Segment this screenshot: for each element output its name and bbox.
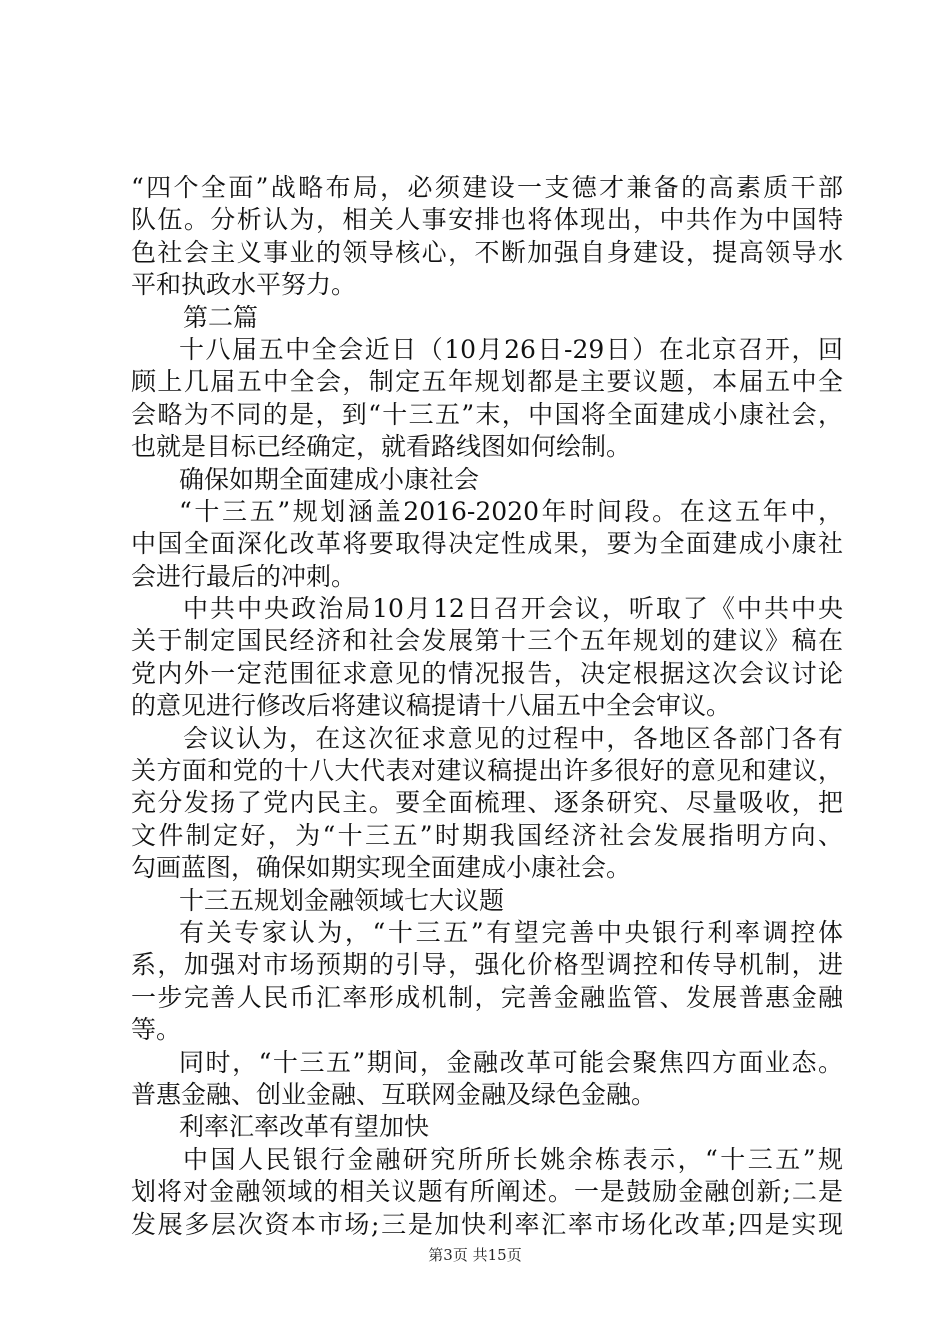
text-line: 会议认为，在这次征求意见的过程中，各地区各部门各有 (183, 723, 843, 753)
text-line: 党内外一定范围征求意见的情况报告，决定根据这次会议讨论 (131, 658, 843, 688)
text-line: 一步完善人民币汇率形成机制，完善金融监管、发展普惠金融 (131, 982, 843, 1012)
text-line: 发展多层次资本市场;三是加快利率汇率市场化改革;四是实现 (131, 1209, 843, 1239)
text-line: 色社会主义事业的领导核心，不断加强自身建设，提高领导水 (131, 237, 843, 267)
document-body (131, 172, 843, 1241)
text-line: 也就是目标已经确定，就看路线图如何绘制。 (131, 432, 632, 462)
page-footer: 第3页 共15页 (428, 1246, 522, 1264)
text-line: 普惠金融、创业金融、互联网金融及绿色金融。 (131, 1079, 657, 1109)
text-line: 划将对金融领域的相关议题有所阐述。一是鼓励金融创新;二是 (131, 1177, 843, 1207)
text-line: 平和执政水平努力。 (131, 270, 357, 300)
text-line: 队伍。分析认为，相关人事安排也将体现出，中共作为中国特 (131, 205, 843, 235)
text-line: 中共中央政治局10月12日召开会议，听取了《中共中央 (183, 594, 843, 624)
text-line: 有关专家认为，“十三五”有望完善中央银行利率调控体 (179, 917, 843, 947)
text-line: 同时，“十三五”期间，金融改革可能会聚焦四方面业态。 (179, 1047, 843, 1077)
text-line: 充分发扬了党内民主。要全面梳理、逐条研究、尽量吸收，把 (131, 788, 843, 818)
text-line: 勾画蓝图，确保如期实现全面建成小康社会。 (131, 853, 632, 883)
text-line: 十八届五中全会近日（10月26日-29日）在北京召开，回 (179, 334, 843, 364)
text-line: 顾上几届五中全会，制定五年规划都是主要议题，本届五中全 (131, 367, 843, 397)
text-line: “四个全面”战略布局，必须建设一支德才兼备的高素质干部 (131, 173, 843, 202)
text-line: 关方面和党的十八大代表对建议稿提出许多很好的意见和建议， (131, 756, 843, 786)
text-line: 会进行最后的冲刺。 (131, 561, 357, 591)
text-line: 中国人民银行金融研究所所长姚余栋表示，“十三五”规 (183, 1144, 843, 1174)
text-line: 利率汇率改革有望加快 (179, 1112, 430, 1142)
text-line: 文件制定好，为“十三五”时期我国经济社会发展指明方向、 (131, 820, 843, 850)
text-line: 等。 (131, 1015, 182, 1045)
text-line: 第二篇 (183, 302, 259, 332)
text-line: “十三五”规划涵盖2016-2020年时间段。在这五年中， (179, 496, 843, 526)
text-line: 确保如期全面建成小康社会 (179, 464, 480, 494)
text-line: 中国全面深化改革将要取得决定性成果，要为全面建成小康社 (131, 529, 843, 559)
text-line: 关于制定国民经济和社会发展第十三个五年规划的建议》稿在 (131, 626, 843, 656)
text-line: 系，加强对市场预期的引导，强化价格型调控和传导机制，进 (131, 950, 843, 980)
text-line: 的意见进行修改后将建议稿提请十八届五中全会审议。 (131, 691, 732, 721)
text-line: 十三五规划金融领域七大议题 (179, 885, 505, 915)
text-line: 会略为不同的是，到“十三五”末，中国将全面建成小康社会， (131, 399, 843, 429)
